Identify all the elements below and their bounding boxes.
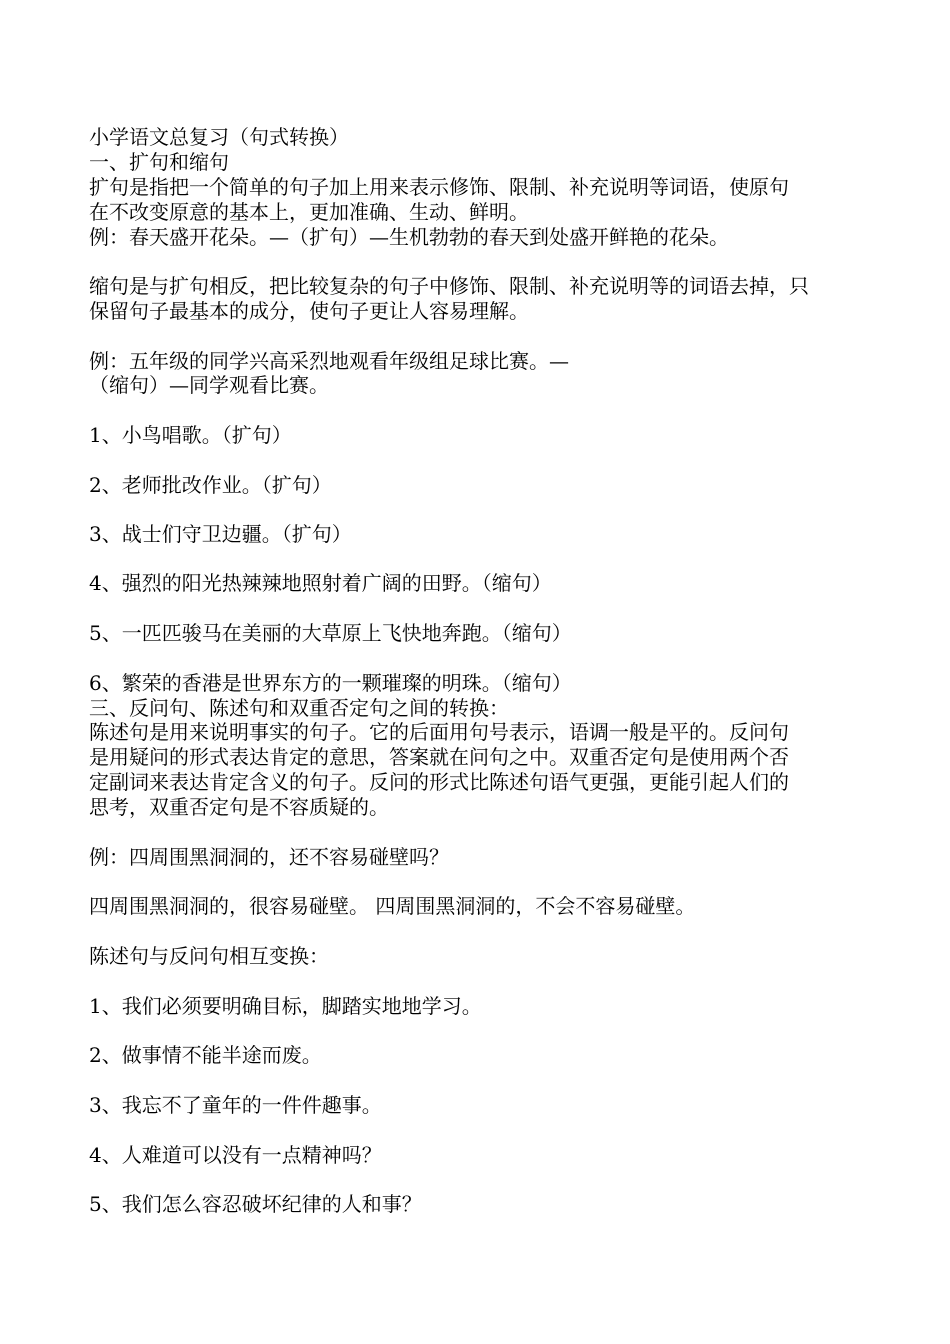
section3-definition-line: 定副词来表达肯定含义的句子。反问的形式比陈述句语气更强，更能引起人们的 <box>89 770 789 794</box>
expand-definition-line2: 在不改变原意的基本上，更加准确、生动、鲜明。 <box>89 200 529 224</box>
expand-example: 例：春天盛开花朵。—（扩句）—生机勃勃的春天到处盛开鲜艳的花朵。 <box>89 225 729 249</box>
exercise-item: 5、我们怎么容忍破坏纪律的人和事？ <box>89 1192 422 1216</box>
exercise-item: 2、老师批改作业。（扩句） <box>89 473 332 497</box>
section1-heading: 一、扩句和缩句 <box>89 150 229 174</box>
exercise-item: 6、繁荣的香港是世界东方的一颗璀璨的明珠。（缩句） <box>89 671 572 695</box>
section3-definition-line: 陈述句是用来说明事实的句子。它的后面用句号表示，语调一般是平的。反问句 <box>89 720 789 744</box>
exercise-item: 2、做事情不能半途而废。 <box>89 1043 322 1067</box>
document-title: 小学语文总复习（句式转换） <box>89 125 349 149</box>
shrink-definition-line1: 缩句是与扩句相反，把比较复杂的句子中修饰、限制、补充说明等的词语去掉，只 <box>89 274 809 298</box>
exercise-item: 5、一匹匹骏马在美丽的大草原上飞快地奔跑。（缩句） <box>89 621 572 645</box>
exercise-item: 4、强烈的阳光热辣辣地照射着广阔的田野。（缩句） <box>89 571 552 595</box>
exercise-item: 1、小鸟唱歌。（扩句） <box>89 423 292 447</box>
exercise-item: 4、人难道可以没有一点精神吗？ <box>89 1143 382 1167</box>
exercise-item: 3、战士们守卫边疆。（扩句） <box>89 522 352 546</box>
exercise-item: 3、我忘不了童年的一件件趣事。 <box>89 1093 382 1117</box>
expand-definition-line1: 扩句是指把一个简单的句子加上用来表示修饰、限制、补充说明等词语，使原句 <box>89 175 789 199</box>
shrink-example-line2: （缩句）—同学观看比赛。 <box>89 373 329 397</box>
section3-definition-line: 是用疑问的形式表达肯定的意思，答案就在问句之中。双重否定句是使用两个否 <box>89 745 789 769</box>
section3-exercise-intro: 陈述句与反问句相互变换： <box>89 944 329 968</box>
section3-example-answers: 四周围黑洞洞的，很容易碰壁。 四周围黑洞洞的，不会不容易碰壁。 <box>89 894 696 918</box>
shrink-definition-line2: 保留句子最基本的成分，使句子更让人容易理解。 <box>89 299 529 323</box>
section3-example-question: 例：四周围黑洞洞的，还不容易碰壁吗？ <box>89 845 449 869</box>
shrink-example-line1: 例：五年级的同学兴高采烈地观看年级组足球比赛。— <box>89 349 569 373</box>
section3-definition-line: 思考，双重否定句是不容质疑的。 <box>89 795 389 819</box>
section3-heading: 三、反问句、陈述句和双重否定句之间的转换： <box>89 696 509 720</box>
exercise-item: 1、我们必须要明确目标，脚踏实地地学习。 <box>89 994 482 1018</box>
